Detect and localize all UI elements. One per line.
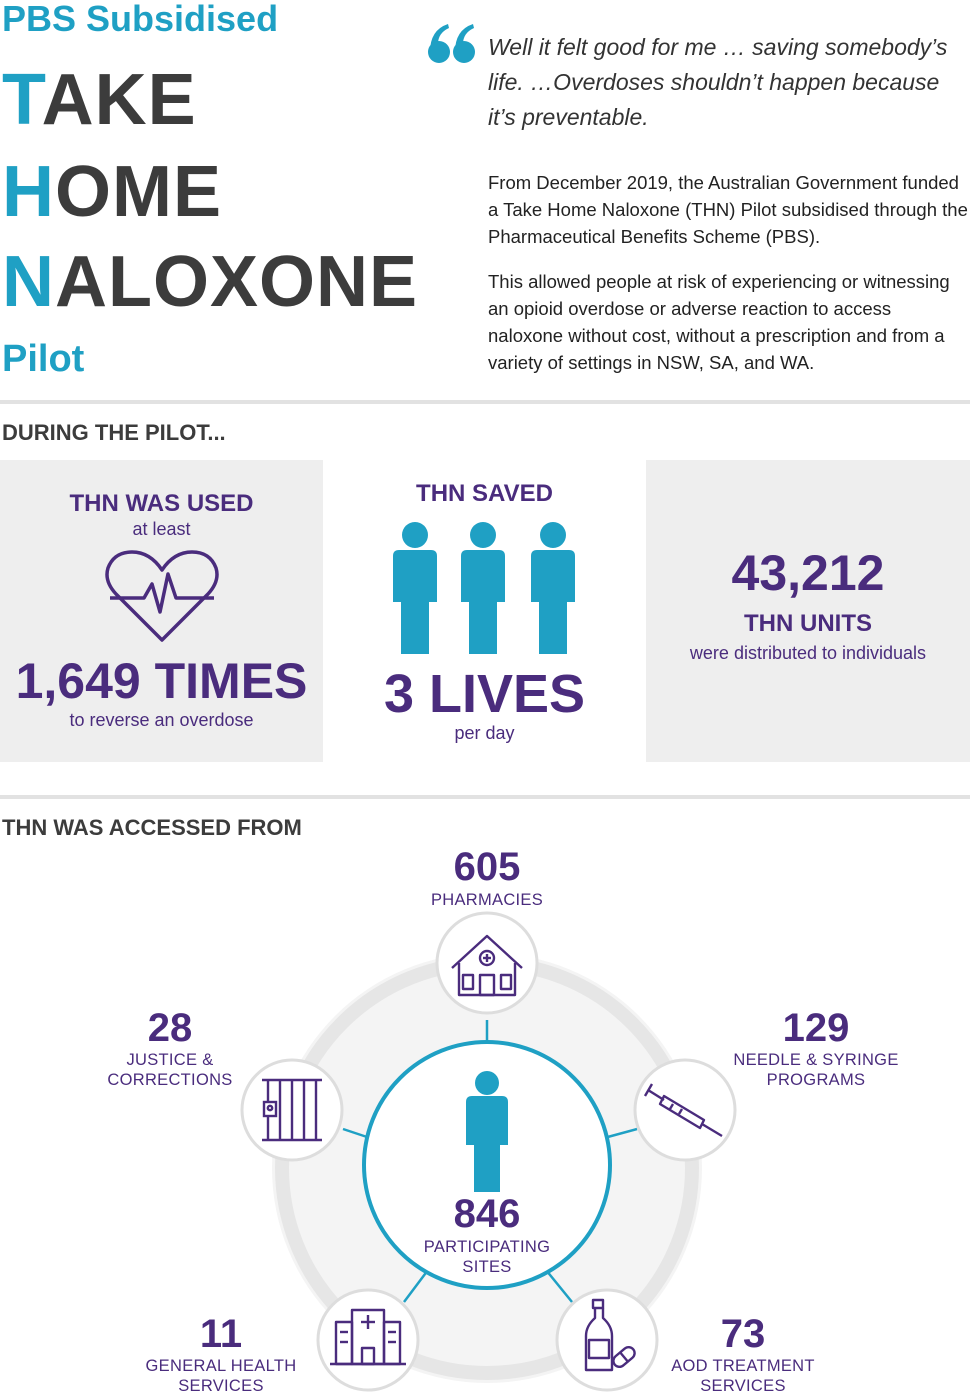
needle-value: 129 <box>782 1006 850 1050</box>
pharmacies-label: PHARMACIES <box>430 891 544 909</box>
intro-paragraph: From December 2019, the Australian Government funded a Take Home Naloxone (THN) Pilot subsidised through the Pharmaceutical Benefits Scheme (PBS). <box>488 172 968 247</box>
people-icon <box>385 520 585 655</box>
participating-sites-label: PARTICIPATING SITES <box>423 1238 551 1276</box>
saved-heading: THN SAVED <box>416 480 553 507</box>
divider <box>0 795 970 799</box>
title-line-home: HOME <box>2 152 223 232</box>
units-value: 43,212 <box>731 545 885 601</box>
general-circle <box>318 1290 418 1390</box>
needle-label: NEEDLE & SYRINGE PROGRAMS <box>733 1051 899 1089</box>
aod-label: AOD TREATMENT SERVICES <box>671 1357 815 1395</box>
divider <box>0 400 970 404</box>
during-heading: DURING THE PILOT... <box>2 420 226 445</box>
justice-label: JUSTICE & CORRECTIONS <box>107 1051 233 1089</box>
used-value: 1,649 TIMES <box>15 653 308 709</box>
pilot-label: Pilot <box>2 338 85 380</box>
units-caption: were distributed to individuals <box>689 643 927 663</box>
testimonial-quote: Well it felt good for me … saving somebody’s life. …Overdoses shouldn’t happen because it’s preventable. <box>488 34 948 130</box>
used-subheading: at least <box>132 519 191 539</box>
pharmacies-value: 605 <box>453 845 521 889</box>
pharmacy-circle <box>437 913 537 1013</box>
accessed-heading: THN WAS ACCESSED FROM <box>2 815 302 840</box>
general-label: GENERAL HEALTH SERVICES <box>145 1357 297 1395</box>
saved-caption: per day <box>454 723 515 743</box>
subtitle: PBS Subsidised <box>2 0 279 39</box>
access-paragraph: This allowed people at risk of experiencing or witnessing an opioid overdose or adverse reaction to access naloxone without cost, without a prescription and from a variety of settings in NSW, SA, and WA. <box>488 271 950 373</box>
used-caption: to reverse an overdose <box>69 710 254 730</box>
used-heading: THN WAS USED <box>69 490 254 517</box>
justice-value: 28 <box>147 1006 193 1050</box>
title-line-take: TAKE <box>2 60 197 140</box>
title-line-naloxone: NALOXONE <box>2 242 419 322</box>
participating-sites-value: 846 <box>453 1192 521 1236</box>
units-heading: THN UNITS <box>744 610 872 637</box>
general-value: 11 <box>199 1312 243 1356</box>
aod-value: 73 <box>720 1312 766 1356</box>
heartbeat-icon <box>102 548 222 646</box>
quote-mark-icon <box>426 18 478 70</box>
saved-value: 3 LIVES <box>383 664 586 724</box>
